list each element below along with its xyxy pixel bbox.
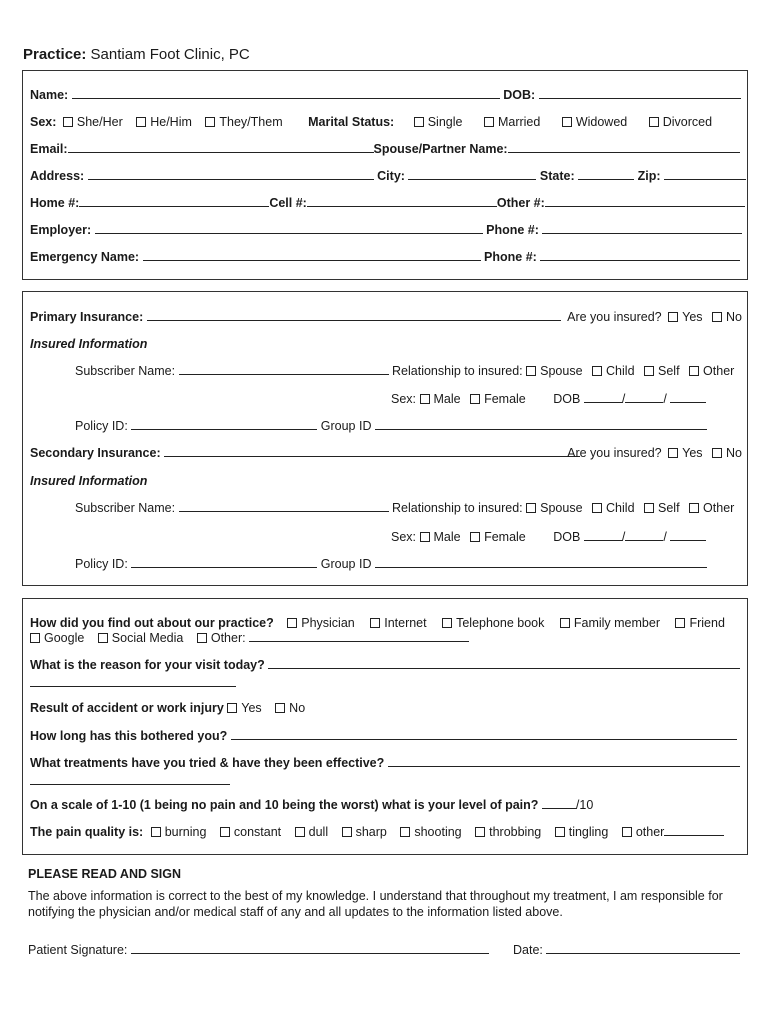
marital-widowed-option[interactable]: Widowed: [562, 115, 627, 129]
group-label: Group ID: [320, 419, 372, 433]
quality-throbbing[interactable]: throbbing: [475, 825, 541, 839]
treatments-row: [30, 757, 740, 770]
secondary-insured-no[interactable]: No: [706, 446, 742, 460]
insured-info-heading: Insured Information: [30, 337, 148, 351]
checkbox[interactable]: [420, 394, 430, 404]
checkbox[interactable]: [484, 117, 494, 127]
checkbox[interactable]: [592, 366, 602, 376]
emergency-row: [30, 251, 740, 264]
checkbox[interactable]: [644, 503, 654, 513]
accident-no[interactable]: No: [275, 701, 305, 715]
find-social-media[interactable]: Social Media: [98, 631, 184, 645]
treatments-label: What treatments have you tried & have they been effective?: [30, 756, 385, 770]
secondary-insurance-field[interactable]: [164, 447, 580, 457]
treatments-row-2: [30, 775, 230, 788]
checkbox[interactable]: [295, 827, 305, 837]
sex-dob-row: Sex: Male Female DOB / /: [391, 393, 706, 406]
employer-field[interactable]: [95, 224, 483, 234]
home-field[interactable]: [79, 197, 269, 207]
state-label: State:: [539, 169, 575, 183]
find-row-2: [30, 632, 469, 645]
checkbox[interactable]: [526, 503, 536, 513]
checkbox[interactable]: [30, 633, 40, 643]
marital-divorced-option[interactable]: Divorced: [649, 115, 712, 129]
date-field[interactable]: [546, 944, 740, 954]
duration-label: How long has this bothered you?: [30, 729, 228, 743]
rel-self-option-2[interactable]: Self: [644, 501, 680, 515]
checkbox[interactable]: [649, 117, 659, 127]
sex-she-option[interactable]: She/Her: [60, 115, 123, 129]
ins-sex-female-2[interactable]: Female: [470, 530, 526, 544]
ins-dob-label: DOB: [553, 392, 581, 406]
checkbox[interactable]: [562, 117, 572, 127]
rel-spouse-option[interactable]: Spouse: [526, 364, 582, 378]
find-internet[interactable]: Internet: [370, 616, 426, 630]
primary-insurance-label: Primary Insurance:: [30, 310, 144, 324]
quality-dull[interactable]: dull: [295, 825, 328, 839]
email-row: [30, 143, 740, 156]
checkbox[interactable]: [197, 633, 207, 643]
pain-scale-field[interactable]: [542, 799, 576, 809]
other-phone-field[interactable]: [545, 197, 745, 207]
date-row: [513, 944, 740, 957]
find-label: How did you find out about our practice?: [30, 616, 274, 630]
secondary-insured-yes[interactable]: Yes: [665, 446, 702, 460]
find-telephone-book[interactable]: Telephone book: [442, 616, 544, 630]
checkbox[interactable]: [205, 117, 215, 127]
find-row: [30, 617, 725, 630]
emergency-label: Emergency Name:: [30, 250, 140, 264]
practice-header: [23, 47, 250, 62]
rel-child-option-2[interactable]: Child: [592, 501, 635, 515]
checkbox[interactable]: [136, 117, 146, 127]
state-field[interactable]: [578, 170, 634, 180]
quality-other[interactable]: other: [622, 825, 665, 839]
quality-shooting[interactable]: shooting: [400, 825, 461, 839]
accident-yes[interactable]: Yes: [227, 701, 261, 715]
signature-field[interactable]: [131, 944, 489, 954]
sex-label: Sex:: [30, 115, 57, 129]
checkbox[interactable]: [689, 503, 699, 513]
sex-he-option[interactable]: He/Him: [136, 115, 192, 129]
emergency-phone-field[interactable]: [540, 251, 740, 261]
checkbox[interactable]: [370, 618, 380, 628]
employer-label: Employer:: [30, 223, 92, 237]
cell-field[interactable]: [307, 197, 497, 207]
emergency-field[interactable]: [143, 251, 481, 261]
ins-dob-year[interactable]: [670, 393, 706, 403]
policy-label: Policy ID:: [75, 557, 128, 571]
reason-row-2: [30, 677, 236, 690]
ins-sex-label: Sex:: [391, 530, 417, 544]
checkbox[interactable]: [560, 618, 570, 628]
reason-field-2[interactable]: [30, 677, 236, 687]
name-field[interactable]: [72, 89, 500, 99]
quality-burning[interactable]: burning: [151, 825, 207, 839]
reason-label: What is the reason for your visit today?: [30, 658, 265, 672]
treatments-field[interactable]: [388, 757, 740, 767]
signature-row: [28, 944, 489, 957]
checkbox[interactable]: [342, 827, 352, 837]
checkbox[interactable]: [151, 827, 161, 837]
rel-other-option[interactable]: Other: [689, 364, 734, 378]
ins-sex-male[interactable]: Male: [420, 392, 461, 406]
quality-label: The pain quality is:: [30, 825, 144, 839]
pain-scale-row: [30, 799, 593, 812]
practice-name: Santiam Foot Clinic, PC: [90, 46, 250, 63]
find-google[interactable]: Google: [30, 631, 84, 645]
checkbox[interactable]: [470, 394, 480, 404]
ins-dob-day-2[interactable]: [625, 531, 663, 541]
home-label: Home #:: [30, 196, 80, 210]
spouse-label: Spouse/Partner Name:: [373, 142, 508, 156]
rel-spouse-option-2[interactable]: Spouse: [526, 501, 582, 515]
sex-marital-row: [30, 116, 722, 129]
checkbox[interactable]: [227, 703, 237, 713]
primary-insured-question: Are you insured? Yes No: [567, 310, 742, 324]
group-field[interactable]: [375, 420, 707, 430]
policy-row-2: [75, 558, 707, 571]
checkbox[interactable]: [712, 312, 722, 322]
reason-row: [30, 659, 740, 672]
policy-field[interactable]: [131, 420, 317, 430]
employer-phone-field[interactable]: [542, 224, 742, 234]
primary-insured-yes[interactable]: Yes: [665, 310, 702, 324]
employer-phone-label: Phone #:: [486, 223, 539, 237]
city-label: City:: [377, 169, 405, 183]
checkbox[interactable]: [420, 532, 430, 542]
spouse-field[interactable]: [508, 143, 740, 153]
group-field-2[interactable]: [375, 558, 707, 568]
sign-heading: PLEASE READ AND SIGN: [28, 867, 182, 881]
checkbox[interactable]: [592, 503, 602, 513]
subscriber-row-2: [75, 502, 734, 515]
quality-other-field[interactable]: [664, 826, 724, 836]
checkbox[interactable]: [287, 618, 297, 628]
checkbox[interactable]: [275, 703, 285, 713]
marital-label: Marital Status:: [308, 115, 395, 129]
date-label: Date:: [513, 943, 543, 957]
policy-field-2[interactable]: [131, 558, 317, 568]
primary-insured-no[interactable]: No: [706, 310, 742, 324]
secondary-insured-question: Are you insured? Yes No: [567, 446, 742, 460]
sign-text-line2: notifying the physician and/or medical staff of any and all updates to the information listed above.: [28, 905, 563, 919]
name-label: Name:: [30, 88, 69, 102]
zip-label: Zip:: [637, 169, 661, 183]
ins-dob-month[interactable]: [584, 393, 622, 403]
checkbox[interactable]: [220, 827, 230, 837]
ins-dob-label: DOB: [553, 530, 581, 544]
subscriber-row: [75, 365, 734, 378]
checkbox[interactable]: [98, 633, 108, 643]
checkbox[interactable]: [475, 827, 485, 837]
checkbox[interactable]: [63, 117, 73, 127]
find-family-member[interactable]: Family member: [560, 616, 660, 630]
checkbox[interactable]: [668, 448, 678, 458]
dob-field[interactable]: [539, 89, 741, 99]
dob-label: DOB:: [503, 88, 536, 102]
checkbox[interactable]: [442, 618, 452, 628]
email-field[interactable]: [68, 143, 374, 153]
treatments-field-2[interactable]: [30, 775, 230, 785]
subscriber-label: Subscriber Name:: [75, 364, 176, 378]
name-row: [30, 89, 741, 102]
checkbox[interactable]: [675, 618, 685, 628]
marital-married-option[interactable]: Married: [484, 115, 540, 129]
checkbox[interactable]: [555, 827, 565, 837]
duration-field[interactable]: [231, 730, 737, 740]
secondary-insurance-row: [30, 447, 580, 460]
sign-text-line1: The above information is correct to the best of my knowledge. I understand that throughout my treatment, I am responsible for: [28, 889, 723, 903]
policy-row: [75, 420, 707, 433]
find-other[interactable]: Other:: [197, 631, 246, 645]
employer-row: [30, 224, 742, 237]
secondary-insurance-label: Secondary Insurance:: [30, 446, 161, 460]
marital-single-option[interactable]: Single: [414, 115, 463, 129]
rel-other-option-2[interactable]: Other: [689, 501, 734, 515]
rel-child-option[interactable]: Child: [592, 364, 635, 378]
checkbox[interactable]: [712, 448, 722, 458]
quality-constant[interactable]: constant: [220, 825, 281, 839]
find-friend[interactable]: Friend: [675, 616, 724, 630]
checkbox[interactable]: [526, 366, 536, 376]
primary-insurance-row: [30, 311, 561, 324]
ins-sex-label: Sex:: [391, 392, 417, 406]
signature-label: Patient Signature:: [28, 943, 128, 957]
practice-label: Practice:: [23, 46, 87, 63]
quality-sharp[interactable]: sharp: [342, 825, 387, 839]
ins-sex-female[interactable]: Female: [470, 392, 526, 406]
subscriber-field-2[interactable]: [179, 502, 389, 512]
primary-insurance-field[interactable]: [147, 311, 561, 321]
email-label: Email:: [30, 142, 68, 156]
quality-tingling[interactable]: tingling: [555, 825, 609, 839]
sex-they-option[interactable]: They/Them: [205, 115, 282, 129]
address-label: Address:: [30, 169, 85, 183]
address-field[interactable]: [88, 170, 374, 180]
ins-sex-male-2[interactable]: Male: [420, 530, 461, 544]
find-physician[interactable]: Physician: [287, 616, 355, 630]
policy-label: Policy ID:: [75, 419, 128, 433]
phones-row: [30, 197, 745, 210]
duration-row: [30, 730, 737, 743]
cell-label: Cell #:: [269, 196, 307, 210]
zip-field[interactable]: [664, 170, 746, 180]
checkbox[interactable]: [689, 366, 699, 376]
relationship-label: Relationship to insured:: [392, 501, 523, 515]
pain-scale-label: On a scale of 1-10 (1 being no pain and 10 being the worst) what is your level of pain?: [30, 798, 539, 812]
accident-row: [30, 702, 305, 715]
sex-dob-row-2: Sex: Male Female DOB / /: [391, 531, 706, 544]
emergency-phone-label: Phone #:: [484, 250, 537, 264]
reason-field[interactable]: [268, 659, 740, 669]
ins-dob-month-2[interactable]: [584, 531, 622, 541]
checkbox[interactable]: [400, 827, 410, 837]
accident-label: Result of accident or work injury: [30, 701, 224, 715]
quality-row: [30, 826, 724, 839]
checkbox[interactable]: [644, 366, 654, 376]
ins-dob-year-2[interactable]: [670, 531, 706, 541]
rel-self-option[interactable]: Self: [644, 364, 680, 378]
other-phone-label: Other #:: [496, 196, 545, 210]
city-field[interactable]: [408, 170, 536, 180]
checkbox[interactable]: [414, 117, 424, 127]
checkbox[interactable]: [470, 532, 480, 542]
address-row: [30, 170, 746, 183]
insured-info-heading-2: Insured Information: [30, 474, 148, 488]
group-label: Group ID: [320, 557, 372, 571]
relationship-label: Relationship to insured:: [392, 364, 523, 378]
subscriber-label: Subscriber Name:: [75, 501, 176, 515]
ins-dob-day[interactable]: [625, 393, 663, 403]
checkbox[interactable]: [668, 312, 678, 322]
find-other-field[interactable]: [249, 632, 469, 642]
subscriber-field[interactable]: [179, 365, 389, 375]
pain-scale-suffix: /10: [575, 798, 594, 812]
checkbox[interactable]: [622, 827, 632, 837]
